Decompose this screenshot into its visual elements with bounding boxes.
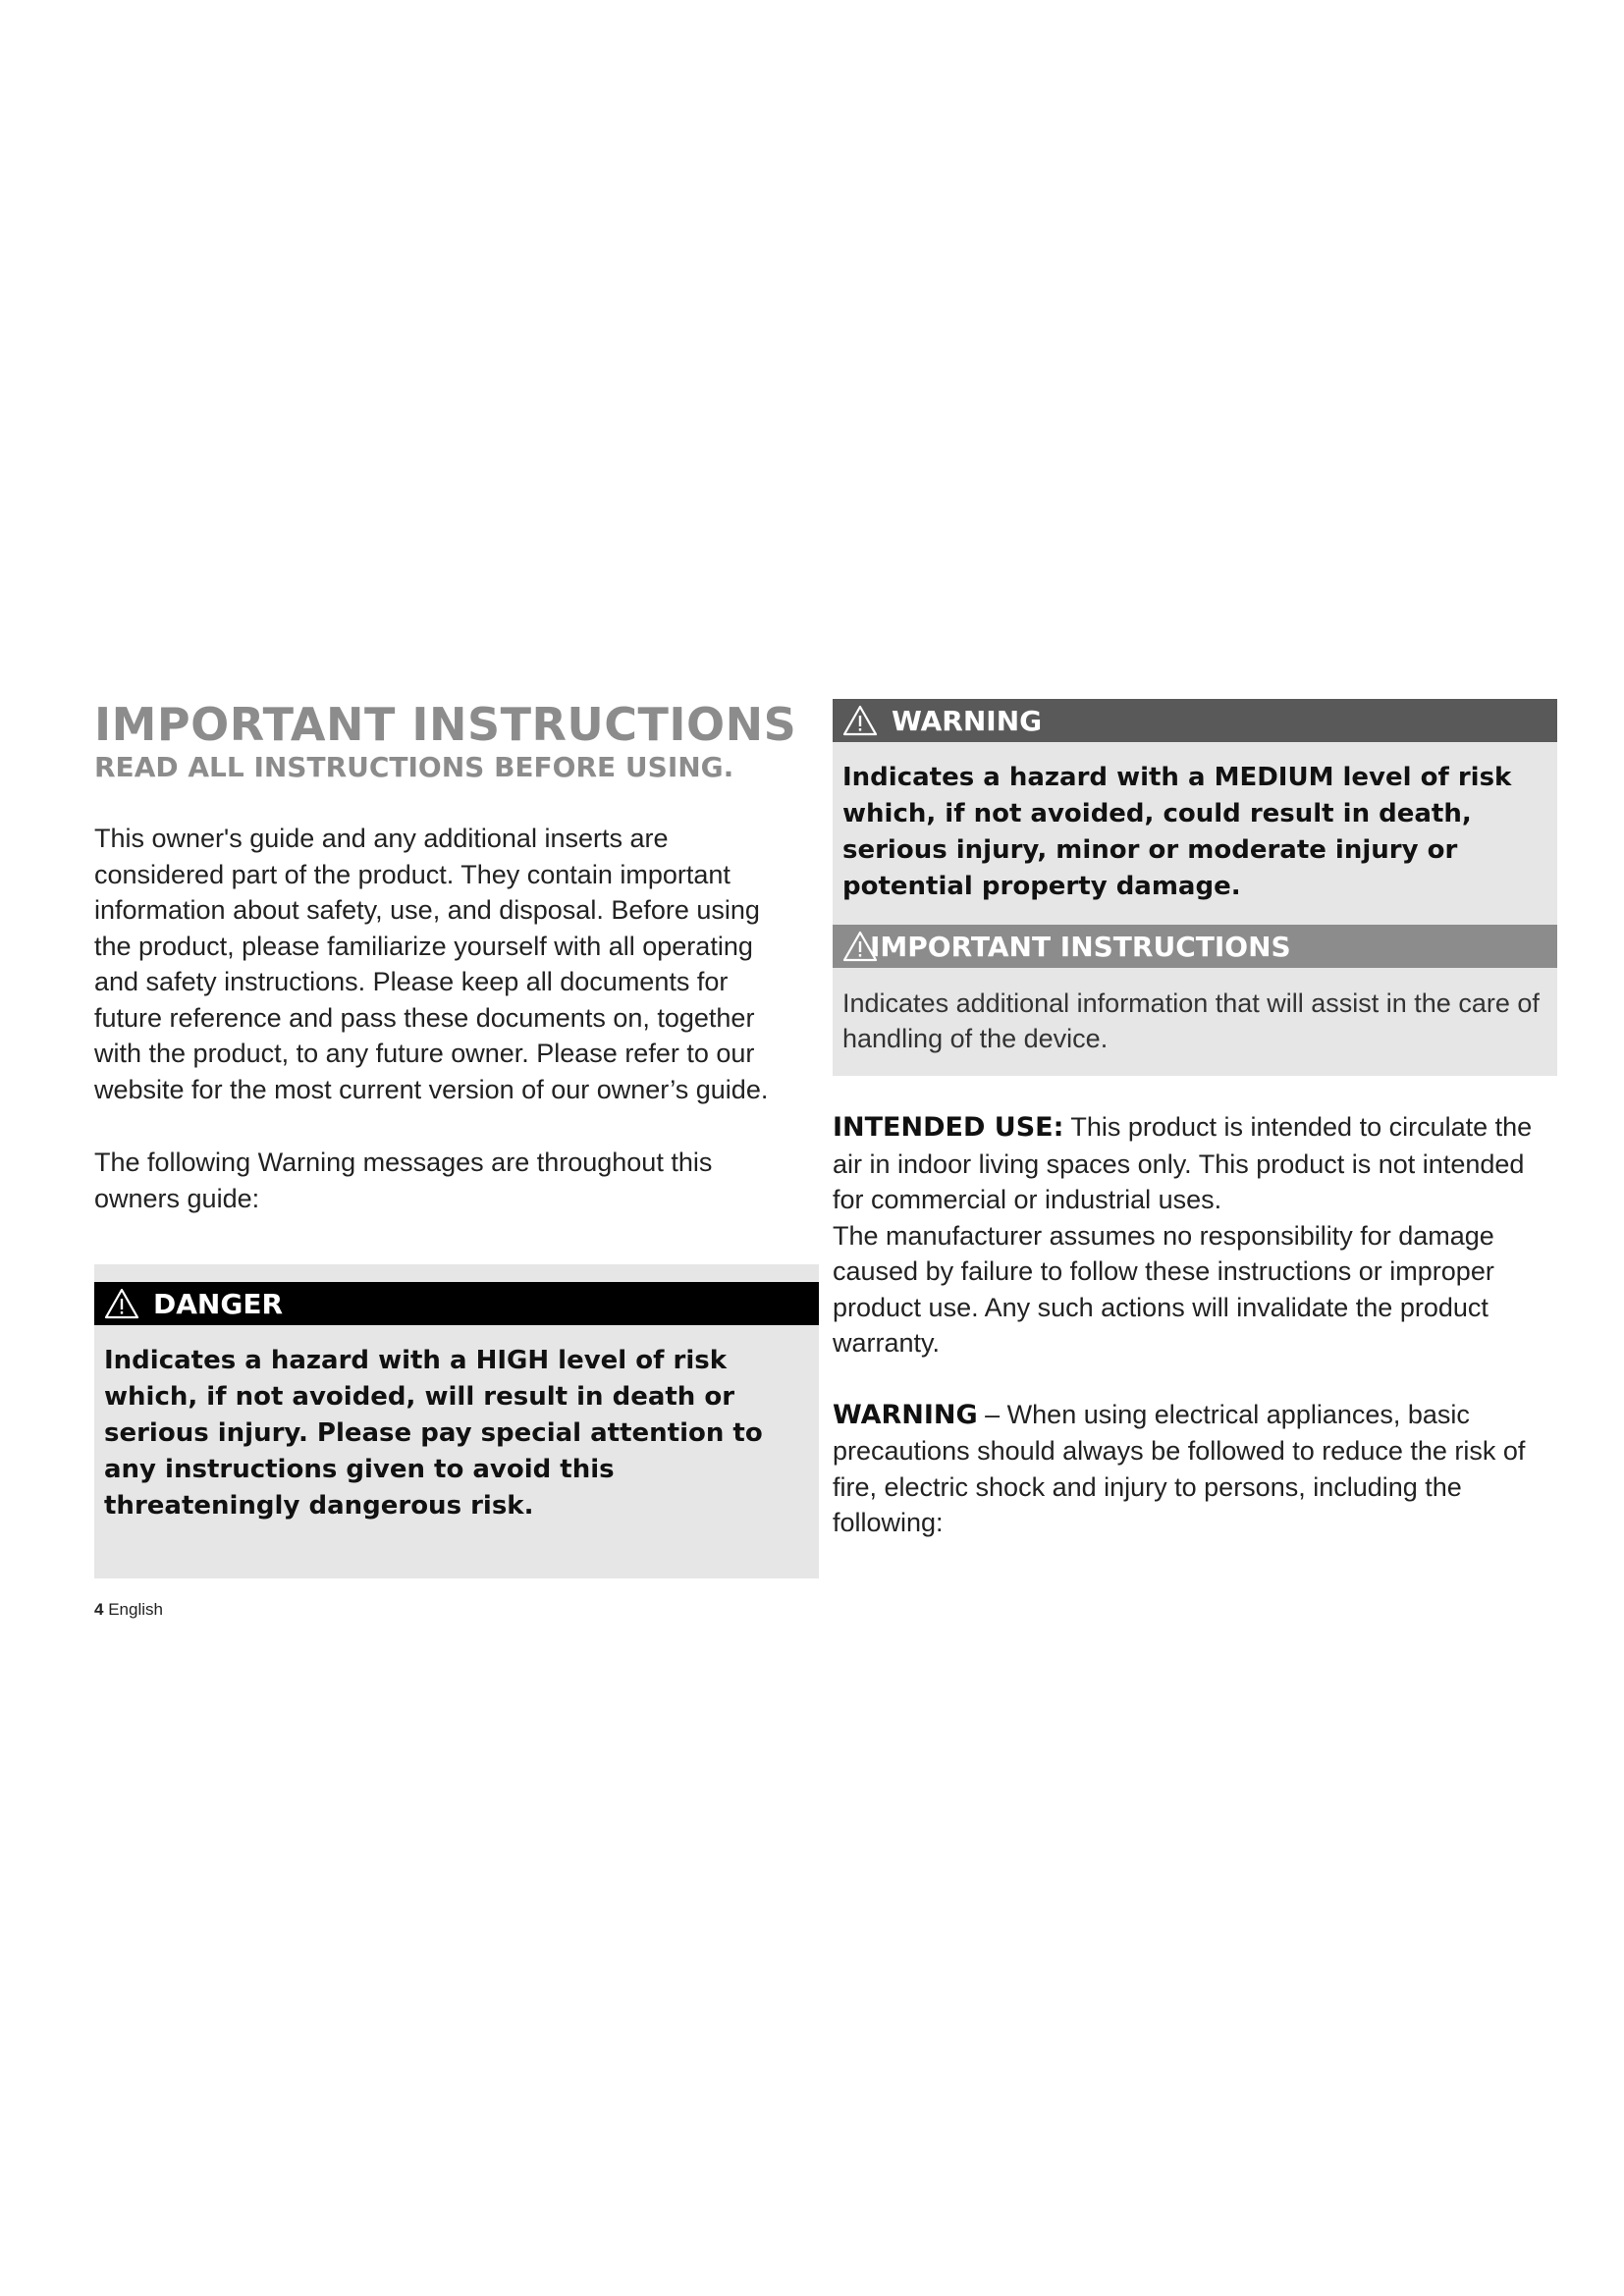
intended-use-paragraph [833,1109,1549,1362]
important-box [833,925,1557,1076]
warning-triangle-icon [104,1288,139,1319]
footer-language: English [108,1600,163,1619]
warning-triangle-icon [842,705,878,736]
right-column [833,699,1557,1541]
warning-text: Indicates a hazard with a MEDIUM level of risk which, if not avoided, could result in death, serious injury, minor or moderate injury or potential property damage. [842,763,1512,901]
danger-box [94,1264,819,1578]
danger-label: DANGER [153,1287,284,1320]
important-header [833,925,1557,968]
warning-box [833,699,1557,925]
danger-header [94,1282,819,1325]
warning-para-text: – When using electrical appliances, basic precautions should always be followed to reduce the risk of fire, electric shock and injury to persons, including the following: [833,1399,1526,1537]
intended-use-lead: INTENDED USE: [833,1112,1064,1143]
warning-header [833,699,1557,742]
page-subtitle: READ ALL INSTRUCTIONS BEFORE USING. [94,751,734,783]
warning-label: WARNING [892,704,1043,737]
page-title: IMPORTANT INSTRUCTIONS [94,698,797,751]
important-text: Indicates additional information that will assist in the care of handling of the device. [842,988,1540,1053]
left-column [94,699,819,1216]
page-footer [94,1600,163,1620]
intended-use-text2: The manufacturer assumes no responsibility for damage caused by failure to follow these instructions or improper product use. Any such actions will invalidate the product warranty. [833,1220,1494,1358]
following-paragraph: The following Warning messages are throughout this owners guide: [94,1148,713,1213]
page-number: 4 [94,1600,104,1619]
danger-text: Indicates a hazard with a HIGH level of risk which, if not avoided, will result in death or serious injury. Please pay special attention to any instructions given to avoid this threateningly dangerous risk. [104,1346,763,1521]
important-label: IMPORTANT INSTRUCTIONS [870,930,1291,963]
intended-use-text: This product is intended to circulate the air in indoor living spaces only. This product is not intended for commercial or industrial uses. [833,1112,1533,1214]
warning-para-lead: WARNING [833,1399,978,1430]
intro-paragraph: This owner's guide and any additional inserts are considered part of the product. They contain important information about safety, use, and disposal. Before using the product, please familiarize yourself with all operating and safety instructions. Please keep all documents for future reference and pass these documents on, together with the product, to any future owner. Please refer to our website for the most current version of our owner’s guide. [94,824,769,1104]
warning-paragraph [833,1397,1549,1541]
